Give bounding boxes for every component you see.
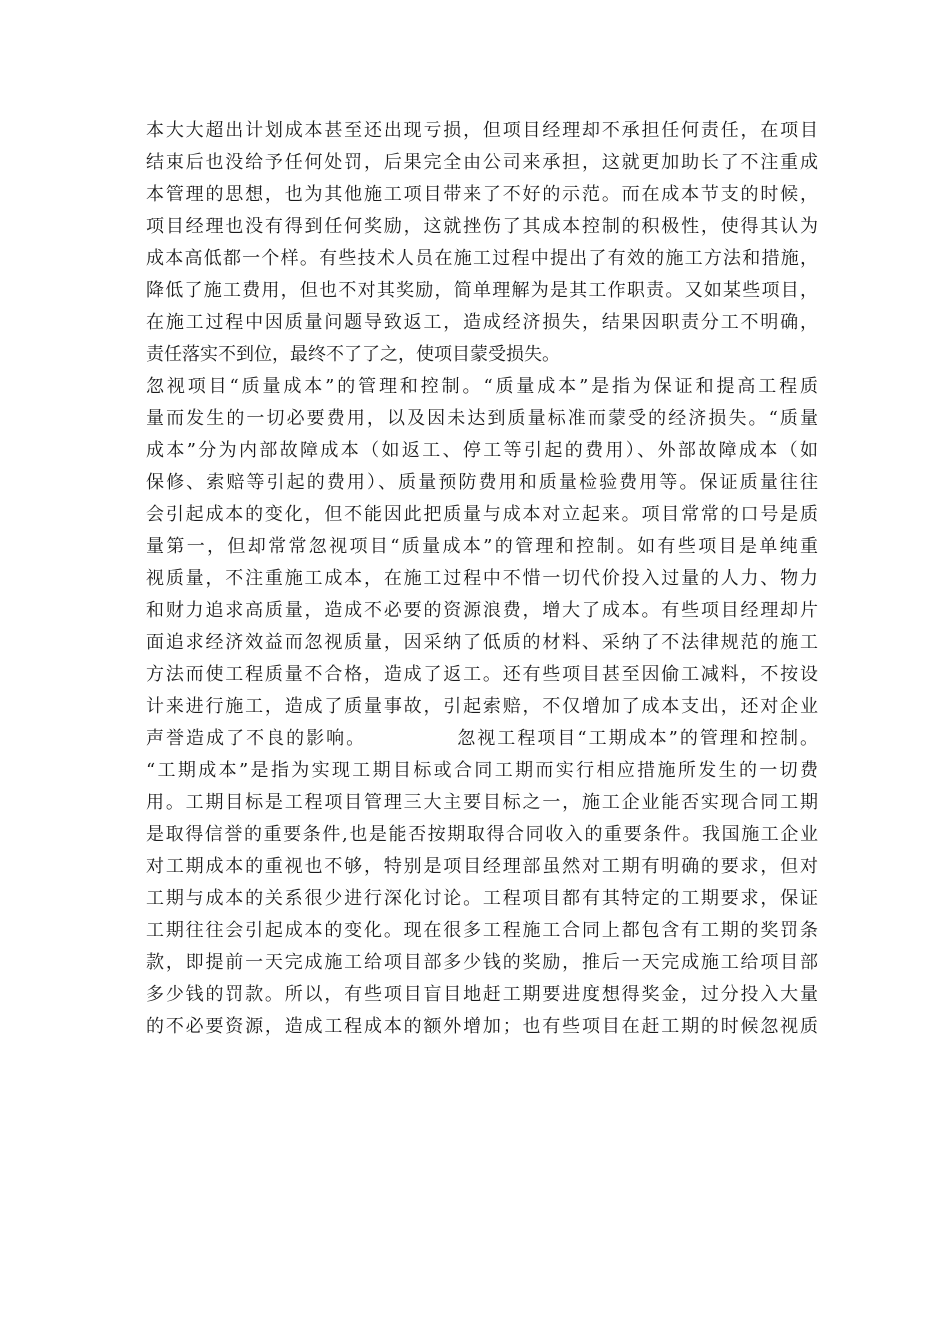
text-line: 方法而使工程质量不合格，造成了返工。还有些项目甚至因偷工减料，不按设 xyxy=(146,664,818,685)
text-line: “工期成本”是指为实现工期目标或合同工期而实行相应措施所发生的一切费 xyxy=(146,760,818,781)
text-line: 是取得信誉的重要条件,也是能否按期取得合同收入的重要条件。我国施工企业 xyxy=(146,824,818,845)
text-line: 量而发生的一切必要费用，以及因未达到质量标准而蒙受的经济损失。“质量 xyxy=(146,408,818,429)
text-line: 项目经理也没有得到任何奖励，这就挫伤了其成本控制的积极性，使得其认为 xyxy=(146,216,818,237)
text-line: 量第一，但却常常忽视项目“质量成本”的管理和控制。如有些项目是单纯重 xyxy=(146,536,818,557)
text-line: 款，即提前一天完成施工给项目部多少钱的奖励，推后一天完成施工给项目部 xyxy=(146,952,818,973)
text-line: 对工期成本的重视也不够，特别是项目经理部虽然对工期有明确的要求，但对 xyxy=(146,856,818,877)
text-line: 会引起成本的变化，但不能因此把质量与成本对立起来。项目常常的口号是质 xyxy=(146,504,818,525)
text-line: 在施工过程中因质量问题导致返工，造成经济损失，结果因职责分工不明确， xyxy=(146,312,818,333)
text-line: 的不必要资源，造成工程成本的额外增加；也有些项目在赶工期的时候忽视质 xyxy=(146,1016,818,1037)
text-line: 工期与成本的关系很少进行深化讨论。工程项目都有其特定的工期要求，保证 xyxy=(146,888,818,909)
text-line: 视质量，不注重施工成本，在施工过程中不惜一切代价投入过量的人力、物力 xyxy=(146,568,818,589)
text-line: 责任落实不到位，最终不了了之，使项目蒙受损失。 xyxy=(146,344,560,365)
text-line: 成本高低都一个样。有些技术人员在施工过程中提出了有效的施工方法和措施， xyxy=(146,248,818,269)
text-line: 计来进行施工，造成了质量事故，引起索赔，不仅增加了成本支出，还对企业 xyxy=(146,696,818,717)
text-line: 降低了施工费用，但也不对其奖励，简单理解为是其工作职责。又如某些项目， xyxy=(146,280,818,301)
text-line: 保修、索赔等引起的费用）、质量预防费用和质量检验费用等。保证质量往往 xyxy=(146,472,818,493)
text-line: 结束后也没给予任何处罚，后果完全由公司来承担，这就更加助长了不注重成 xyxy=(146,152,818,173)
text-line: 本管理的思想，也为其他施工项目带来了不好的示范。而在成本节支的时候， xyxy=(146,184,818,205)
text-line: 面追求经济效益而忽视质量，因采纳了低质的材料、采纳了不法律规范的施工 xyxy=(146,632,818,653)
text-line: 工期往往会引起成本的变化。现在很多工程施工合同上都包含有工期的奖罚条 xyxy=(146,920,818,941)
text-line: 忽视项目“质量成本”的管理和控制。“质量成本”是指为保证和提高工程质 xyxy=(146,376,818,397)
text-line: 用。工期目标是工程项目管理三大主要目标之一，施工企业能否实现合同工期 xyxy=(146,792,818,813)
text-line: 本大大超出计划成本甚至还出现亏损，但项目经理却不承担任何责任，在项目 xyxy=(146,120,818,141)
text-line: 和财力追求高质量，造成不必要的资源浪费，增大了成本。有些项目经理却片 xyxy=(146,600,818,621)
text-line: 声誉造成了不良的影响。 忽视工程项目“工期成本”的管理和控制。 xyxy=(146,728,818,749)
body-text xyxy=(146,115,818,1043)
text-line: 成本”分为内部故障成本（如返工、停工等引起的费用）、外部故障成本（如 xyxy=(146,440,818,461)
text-line: 多少钱的罚款。所以，有些项目盲目地赶工期要进度想得奖金，过分投入大量 xyxy=(146,984,818,1005)
